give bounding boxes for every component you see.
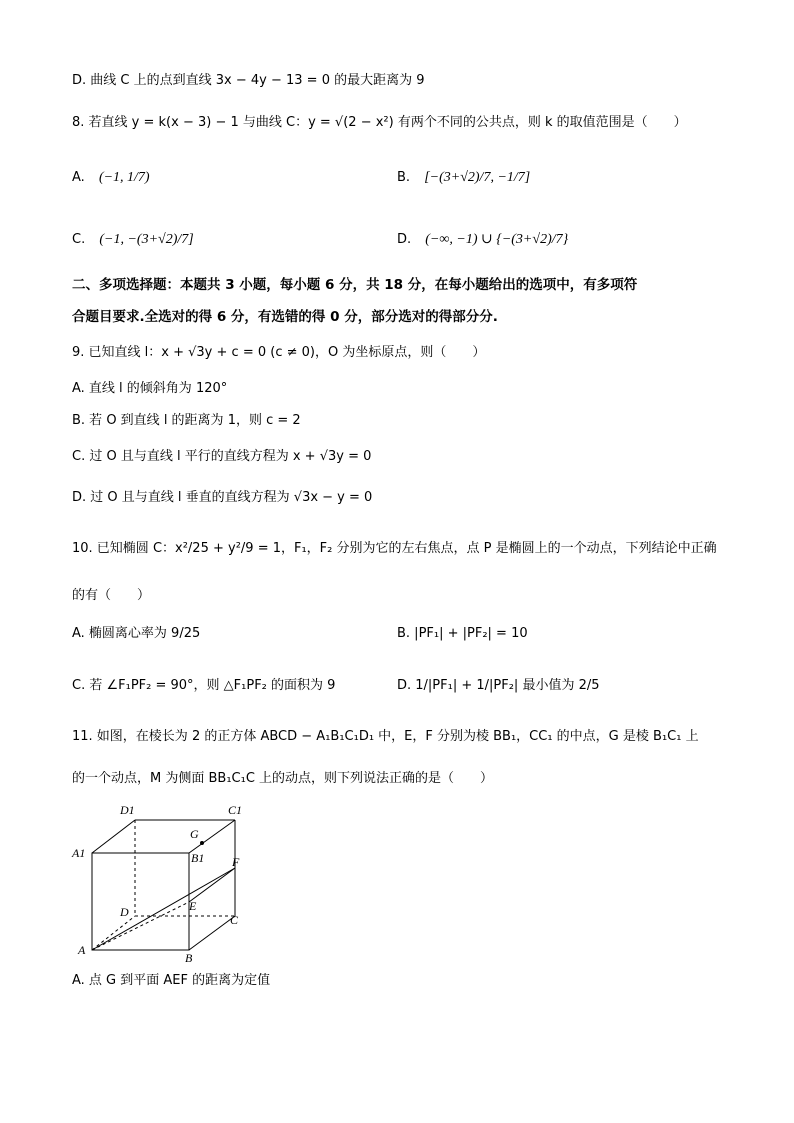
q9-stem — [72, 344, 485, 362]
section-heading-line-2 — [72, 308, 498, 326]
q11-stem-text: 11. 如图，在棱长为 2 的正方体 ABCD − A₁B₁C₁D₁ 中，E，F 分别为棱 BB₁，CC₁ 的中点，G 是棱 B₁C₁ 上 — [72, 729, 699, 744]
q9-stem-text: 9. 已知直线 l：x + √3y + c = 0 (c ≠ 0)，O 为坐标原点，则（ ） — [72, 345, 486, 360]
q8-option-c-value: (−1, −(3+√2)/7] — [99, 232, 194, 247]
q11-stem — [72, 728, 699, 746]
q9-option-d-text: D. 过 O 且与直线 l 垂直的直线方程为 √3x − y = 0 — [72, 490, 373, 505]
q10-option-c-text: C. 若 ∠F₁PF₂ = 90°，则 △F₁PF₂ 的面积为 9 — [72, 678, 336, 693]
label-b: B — [185, 951, 193, 965]
q10-stem-text: 10. 已知椭圆 C：x²/25 + y²/9 = 1，F₁，F₂ 分别为它的左右焦点，点 P 是椭圆上的一个动点，下列结论中正确 — [72, 541, 717, 556]
q9-option-d — [72, 489, 372, 507]
q7-option-d — [72, 72, 425, 90]
q9-option-b — [72, 412, 301, 430]
q8-option-a-value: (−1, 1/7) — [98, 170, 150, 185]
section-heading-text-2: 合题目要求.全选对的得 6 分，有选错的得 0 分，部分选对的得部分分. — [72, 309, 498, 325]
q11-stem-text-2: 的一个动点，M 为侧面 BB₁C₁C 上的动点，则下列说法正确的是（ ） — [72, 771, 494, 786]
q7-option-d-text: D. 曲线 C 上的点到直线 3x − 4y − 13 = 0 的最大距离为 9 — [72, 73, 425, 88]
q10-stem-text-2: 的有（ ） — [72, 588, 151, 603]
q8-option-c — [72, 220, 194, 260]
label-g: G — [190, 827, 199, 841]
label-c1: C1 — [228, 803, 243, 817]
q8-option-c-label: C. — [72, 232, 86, 247]
q8-stem-text: 8. 若直线 y = k(x − 3) − 1 与曲线 C：y = √(2 − x²) 有两个不同的公共点，则 k 的取值范围是（ ） — [72, 115, 687, 130]
q11-option-a-text: A. 点 G 到平面 AEF 的距离为定值 — [72, 973, 271, 988]
q8-option-d-label: D. — [397, 232, 412, 247]
q8-option-a — [72, 158, 150, 198]
q10-option-d-text: D. 1/|PF₁| + 1/|PF₂| 最小值为 2/5 — [397, 678, 600, 693]
label-e: E — [189, 899, 197, 913]
q10-option-a — [72, 625, 200, 643]
label-f: F — [232, 855, 240, 869]
q9-option-c-text: C. 过 O 且与直线 l 平行的直线方程为 x + √3y = 0 — [72, 449, 372, 464]
q10-option-d — [397, 677, 600, 695]
q8-option-d-value: (−∞, −1) ∪ {−(3+√2)/7} — [425, 232, 569, 247]
q9-option-c — [72, 448, 371, 466]
cube-figure — [70, 798, 260, 968]
label-d: D — [120, 905, 129, 919]
q10-option-a-text: A. 椭圆离心率为 9/25 — [72, 626, 201, 641]
q10-stem — [72, 540, 717, 558]
label-b1: B1 — [191, 851, 205, 865]
label-a1: A1 — [72, 846, 86, 860]
q11-option-a — [72, 972, 270, 990]
q8-option-a-label: A. — [72, 170, 85, 185]
label-a: A — [78, 943, 86, 957]
q10-stem-continued — [72, 587, 150, 605]
q8-option-d — [397, 220, 568, 260]
q8-option-b-label: B. — [397, 170, 411, 185]
q9-option-a — [72, 380, 227, 398]
q10-option-c — [72, 677, 335, 695]
q9-option-b-text: B. 若 O 到直线 l 的距离为 1，则 c = 2 — [72, 413, 301, 428]
q9-option-a-text: A. 直线 l 的倾斜角为 120° — [72, 381, 228, 396]
section-heading-text-1: 二、多项选择题：本题共 3 小题，每小题 6 分，共 18 分，在每小题给出的选项中，有多项符 — [72, 277, 638, 293]
q10-option-b — [397, 625, 528, 643]
q8-stem — [72, 114, 687, 132]
section-heading-line-1 — [72, 276, 637, 294]
label-d1: D1 — [120, 803, 135, 817]
label-c: C — [230, 913, 239, 927]
q11-stem-continued — [72, 770, 493, 788]
q8-option-b — [397, 158, 530, 198]
q8-option-b-value: [−(3+√2)/7, −1/7] — [424, 170, 531, 185]
q10-option-b-text: B. |PF₁| + |PF₂| = 10 — [397, 626, 528, 641]
